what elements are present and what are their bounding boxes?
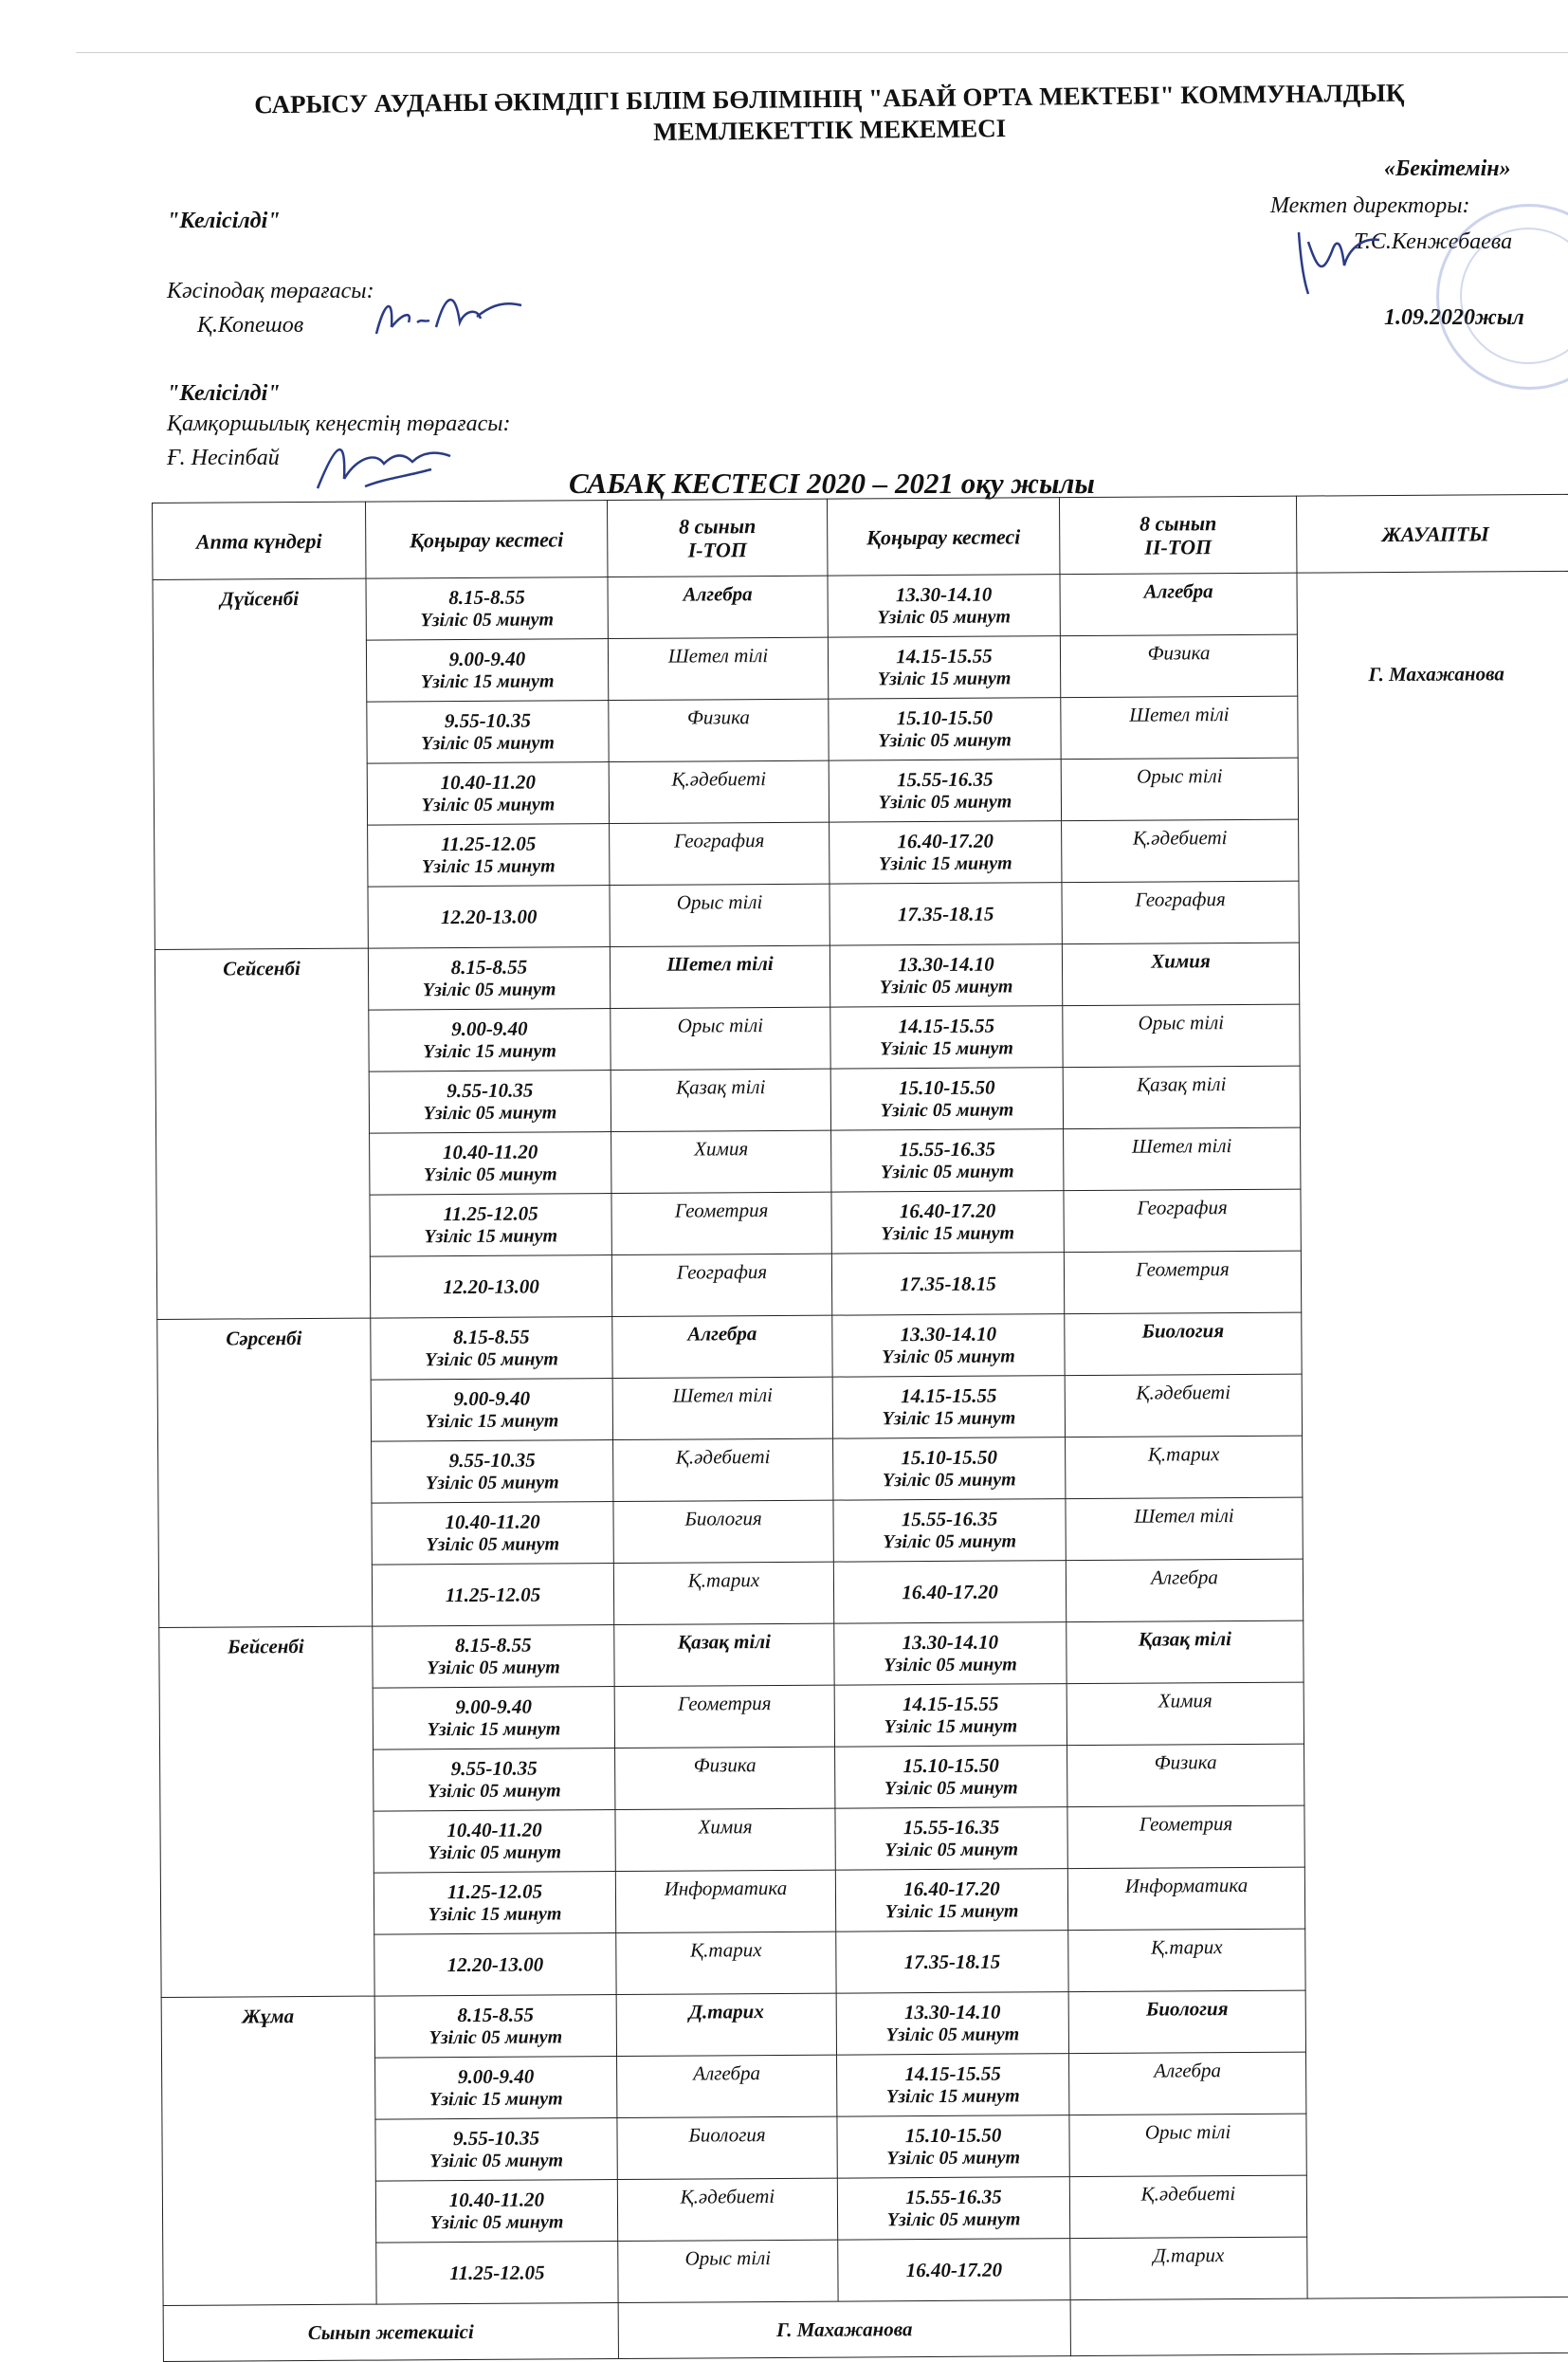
schedule-body xyxy=(153,571,1568,2361)
subject-group-1: Д.тарих xyxy=(616,1993,836,2056)
bell-time-group-2 xyxy=(832,1314,1065,1377)
bell-time-group-1 xyxy=(372,1502,613,1566)
lesson-time: 15.10-15.50 xyxy=(901,1445,997,1470)
day-name: Сейсенбі xyxy=(155,948,370,1319)
lesson-time: 15.55-16.35 xyxy=(903,1815,1000,1840)
lesson-time: 15.10-15.50 xyxy=(898,1075,995,1100)
lesson-time: 12.20-13.00 xyxy=(443,1274,539,1299)
bell-time-group-1 xyxy=(370,1194,611,1257)
lesson-time: 14.15-15.55 xyxy=(896,644,993,668)
lesson-time: 11.25-12.05 xyxy=(445,1583,541,1607)
lesson-time: 12.20-13.00 xyxy=(440,905,538,929)
subject-group-2: Физика xyxy=(1060,634,1297,698)
subject-group-2: Алгебра xyxy=(1060,573,1297,636)
subject-group-1: Қ.әдебиеті xyxy=(617,2178,837,2241)
lesson-time: 9.00-9.40 xyxy=(455,1694,533,1719)
board-chair-signature xyxy=(308,431,469,498)
break-duration: Үзіліс 15 минут xyxy=(877,668,1012,690)
break-duration: Үзіліс 15 минут xyxy=(421,855,556,878)
header-group-2-name: ІІ-ТОП xyxy=(1144,535,1212,559)
schedule-title: САБАҚ КЕСТЕСІ 2020 – 2021 оқу жылы xyxy=(569,467,1095,500)
header-group-1-class: 8 сынып xyxy=(678,514,757,539)
break-duration: Үзіліс 15 минут xyxy=(884,1715,1018,1738)
bell-time-group-2 xyxy=(836,1931,1068,1993)
header-group-1-name: І-ТОП xyxy=(687,538,748,562)
lesson-time: 15.55-16.35 xyxy=(901,1507,998,1531)
lesson-time: 9.55-10.35 xyxy=(450,1756,538,1781)
approve-label: «Бекітемін» xyxy=(1384,156,1511,181)
lesson-time: 15.55-16.35 xyxy=(896,767,994,792)
bell-time-group-2 xyxy=(837,2115,1069,2178)
subject-group-1: Химия xyxy=(611,1130,831,1193)
break-duration: Үзіліс 05 минут xyxy=(886,2208,1021,2231)
lesson-time: 13.30-14.10 xyxy=(900,1322,997,1346)
bell-time-group-2 xyxy=(838,2239,1070,2301)
bell-time-group-2 xyxy=(833,1437,1066,1500)
break-duration: Үзіліс 15 минут xyxy=(428,1903,562,1926)
bell-time-group-2 xyxy=(829,760,1061,822)
break-duration: Үзіліс 15 минут xyxy=(420,670,555,693)
bell-time-group-2 xyxy=(835,1746,1067,1808)
break-duration: Үзіліс 15 минут xyxy=(881,1222,1015,1245)
lesson-time: 9.00-9.40 xyxy=(448,647,526,671)
bell-time-group-2 xyxy=(835,1807,1067,1870)
subject-group-2: Қазақ тілі xyxy=(1063,1066,1300,1129)
director-role: Мектеп директоры: xyxy=(1270,193,1470,218)
board-chair-role: Қамқоршылық кеңестің төрағасы: xyxy=(167,412,511,436)
bell-time-group-1 xyxy=(373,1625,614,1689)
break-duration: Үзіліс 05 минут xyxy=(421,732,555,755)
union-chair-name: Қ.Копешов xyxy=(197,313,304,338)
bell-time-group-1 xyxy=(366,577,608,641)
subject-group-2: Орыс тілі xyxy=(1063,1004,1300,1068)
subject-group-2: Қ.әдебиеті xyxy=(1069,2175,1306,2239)
lesson-time: 17.35-18.15 xyxy=(900,1272,996,1296)
bell-time-group-1 xyxy=(368,824,610,888)
break-duration: Үзіліс 05 минут xyxy=(426,1533,560,1556)
subject-group-1: Шетел тілі xyxy=(608,637,828,700)
day-name: Дүйсенбі xyxy=(153,578,368,949)
header-bell-1: Қоңырау кестесі xyxy=(365,501,607,579)
lesson-time: 11.25-12.05 xyxy=(447,1879,543,1904)
bell-time-group-1 xyxy=(375,2118,617,2182)
lesson-time: 16.40-17.20 xyxy=(897,829,994,853)
subject-group-2: Қ.тарих xyxy=(1068,1929,1305,1992)
subject-group-1: Химия xyxy=(615,1808,835,1871)
header-day: Апта күндері xyxy=(153,502,366,579)
subject-group-2: Шетел тілі xyxy=(1061,696,1298,760)
bell-time-group-1 xyxy=(376,2242,618,2305)
bell-time-group-2 xyxy=(830,883,1062,945)
break-duration: Үзіліс 05 минут xyxy=(421,794,556,816)
subject-group-2: Химия xyxy=(1067,1682,1304,1746)
break-duration: Үзіліс 05 минут xyxy=(428,1841,562,1864)
bell-time-group-1 xyxy=(374,1933,616,1997)
lesson-time: 10.40-11.20 xyxy=(448,2188,545,2212)
subject-group-1: Алгебра xyxy=(612,1315,832,1378)
bell-time-group-2 xyxy=(832,1376,1065,1438)
break-duration: Үзіліс 15 минут xyxy=(425,1410,559,1433)
director-signature xyxy=(1289,223,1384,299)
break-duration: Үзіліс 15 минут xyxy=(878,852,1012,875)
bell-time-group-2 xyxy=(830,821,1062,884)
subject-group-1: Қазақ тілі xyxy=(614,1623,834,1686)
break-duration: Үзіліс 15 минут xyxy=(427,1718,561,1741)
director-name: Т.С.Кенжебаева xyxy=(1354,229,1513,254)
subject-group-2: Физика xyxy=(1067,1744,1304,1807)
table-row xyxy=(153,571,1568,641)
bell-time-group-1 xyxy=(366,639,608,703)
lesson-time: 17.35-18.15 xyxy=(897,902,994,926)
break-duration: Үзіліс 05 минут xyxy=(429,2211,564,2234)
bell-time-group-1 xyxy=(370,1132,611,1196)
subject-group-2: Химия xyxy=(1062,943,1299,1006)
day-name: Сәрсенбі xyxy=(157,1318,373,1627)
subject-group-2: Шетел тілі xyxy=(1064,1127,1301,1191)
bell-time-group-1 xyxy=(375,2057,617,2120)
subject-group-2: Қазақ тілі xyxy=(1067,1620,1304,1684)
lesson-time: 15.10-15.50 xyxy=(904,2123,1002,2148)
bell-time-group-1 xyxy=(367,701,609,764)
lesson-time: 10.40-11.20 xyxy=(447,1818,542,1842)
lesson-time: 13.30-14.10 xyxy=(903,2000,1001,2024)
subject-group-1: Физика xyxy=(609,699,829,761)
bell-time-group-2 xyxy=(830,1068,1063,1130)
bell-time-group-1 xyxy=(374,1749,615,1812)
lesson-time: 9.00-9.40 xyxy=(453,1386,531,1411)
bell-time-group-1 xyxy=(372,1564,613,1627)
break-duration: Үзіліс 05 минут xyxy=(886,2147,1021,2170)
bell-time-group-2 xyxy=(831,1129,1064,1192)
break-duration: Үзіліс 05 минут xyxy=(877,606,1012,629)
lesson-time: 11.25-12.05 xyxy=(443,1201,538,1226)
break-duration: Үзіліс 05 минут xyxy=(427,1780,561,1803)
bell-time-group-1 xyxy=(367,762,609,826)
bell-time-group-2 xyxy=(836,1992,1068,2055)
responsible-teacher: Г. Махажанова xyxy=(1297,571,1568,2298)
break-duration: Үзіліс 15 минут xyxy=(423,1040,556,1063)
break-duration: Үзіліс 05 минут xyxy=(883,1530,1017,1553)
bell-time-group-1 xyxy=(373,1687,614,1750)
header-group-2-class: 8 сынып xyxy=(1139,511,1217,536)
lesson-time: 12.20-13.00 xyxy=(447,1952,544,1977)
break-duration: Үзіліс 05 минут xyxy=(885,2023,1020,2046)
schedule-table xyxy=(152,494,1568,2362)
subject-group-2: Информатика xyxy=(1067,1867,1304,1931)
subject-group-1: Қазақ тілі xyxy=(611,1069,830,1131)
subject-group-1: Қ.тарих xyxy=(613,1562,833,1624)
approval-date: 1.09.2020жыл xyxy=(1384,305,1524,330)
bell-time-group-2 xyxy=(833,1561,1066,1623)
bell-time-group-2 xyxy=(828,636,1060,699)
bell-time-group-1 xyxy=(368,886,610,949)
break-duration: Үзіліс 05 минут xyxy=(423,1163,557,1186)
subject-group-1: География xyxy=(610,822,830,885)
subject-group-1: Алгебра xyxy=(617,2055,837,2117)
bell-time-group-2 xyxy=(834,1684,1067,1747)
subject-group-2: Биология xyxy=(1065,1312,1302,1376)
subject-group-1: Геометрия xyxy=(611,1192,831,1254)
break-duration: Үзіліс 05 минут xyxy=(428,2026,563,2049)
bell-time-group-1 xyxy=(369,1009,611,1072)
lesson-time: 16.40-17.20 xyxy=(899,1199,996,1223)
bell-time-group-1 xyxy=(375,2180,617,2243)
subject-group-1: Геометрия xyxy=(614,1685,834,1748)
lesson-time: 11.25-12.05 xyxy=(449,2261,545,2285)
lesson-time: 14.15-15.55 xyxy=(898,1014,995,1038)
agreed-label-1: "Келісілді" xyxy=(167,209,281,233)
break-duration: Үзіліс 15 минут xyxy=(424,1225,558,1248)
lesson-time: 13.30-14.10 xyxy=(895,582,993,607)
lesson-time: 9.55-10.35 xyxy=(444,708,531,733)
day-name: Жұма xyxy=(161,1996,376,2305)
break-duration: Үзіліс 05 минут xyxy=(422,979,556,1001)
break-duration: Үзіліс 05 минут xyxy=(878,729,1012,752)
lesson-time: 16.40-17.20 xyxy=(905,2258,1003,2282)
subject-group-2: Биология xyxy=(1068,1990,1305,2054)
lesson-time: 9.55-10.35 xyxy=(447,1078,534,1103)
subject-group-1: Қ.әдебиеті xyxy=(609,760,829,823)
subject-group-2: Қ.әдебиеті xyxy=(1065,1374,1302,1437)
lesson-time: 11.25-12.05 xyxy=(440,832,537,856)
lesson-time: 10.40-11.20 xyxy=(445,1510,540,1534)
break-duration: Үзіліс 05 минут xyxy=(878,791,1012,814)
lesson-time: 10.40-11.20 xyxy=(440,770,537,795)
subject-group-2: Д.тарих xyxy=(1070,2237,1307,2300)
break-duration: Үзіліс 15 минут xyxy=(885,2085,1020,2108)
subject-group-2: Орыс тілі xyxy=(1061,758,1298,821)
subject-group-1: География xyxy=(611,1254,831,1316)
break-duration: Үзіліс 05 минут xyxy=(423,1102,557,1125)
subject-group-2: Орыс тілі xyxy=(1069,2114,1306,2177)
lesson-time: 14.15-15.55 xyxy=(904,2061,1001,2086)
subject-group-1: Орыс тілі xyxy=(610,884,830,946)
lesson-time: 13.30-14.10 xyxy=(902,1630,999,1655)
subject-group-1: Биология xyxy=(617,2116,837,2179)
bell-time-group-1 xyxy=(370,1255,611,1319)
lesson-time: 8.15-8.55 xyxy=(455,1633,532,1657)
bell-time-group-2 xyxy=(829,698,1061,760)
subject-group-2: Қ.әдебиеті xyxy=(1062,819,1299,883)
break-duration: Үзіліс 15 минут xyxy=(880,1037,1013,1060)
bell-time-group-1 xyxy=(368,947,610,1011)
break-duration: Үзіліс 05 минут xyxy=(882,1346,1015,1368)
break-duration: Үзіліс 05 минут xyxy=(880,1099,1014,1122)
agreed-label-2: "Келісілді" xyxy=(167,381,281,406)
subject-group-2: Қ.тарих xyxy=(1066,1436,1303,1499)
break-duration: Үзіліс 05 минут xyxy=(884,1777,1018,1800)
break-duration: Үзіліс 05 минут xyxy=(880,1161,1014,1183)
lesson-time: 10.40-11.20 xyxy=(442,1140,538,1164)
subject-group-1: Информатика xyxy=(615,1870,835,1932)
break-duration: Үзіліс 05 минут xyxy=(429,2150,564,2172)
bell-time-group-1 xyxy=(374,1810,615,1874)
subject-group-1: Орыс тілі xyxy=(618,2240,838,2302)
break-duration: Үзіліс 05 минут xyxy=(420,609,555,632)
break-duration: Үзіліс 05 минут xyxy=(427,1657,560,1679)
subject-group-1: Орыс тілі xyxy=(611,1007,830,1070)
lesson-time: 16.40-17.20 xyxy=(902,1580,998,1604)
lesson-time: 8.15-8.55 xyxy=(450,955,528,980)
header-group-1 xyxy=(607,499,827,577)
break-duration: Үзіліс 05 минут xyxy=(884,1654,1017,1676)
bell-time-group-2 xyxy=(830,1006,1063,1069)
break-duration: Үзіліс 15 минут xyxy=(882,1407,1016,1430)
bell-time-group-1 xyxy=(371,1379,612,1442)
bell-time-group-2 xyxy=(837,2054,1069,2116)
lesson-time: 15.10-15.50 xyxy=(903,1753,999,1778)
organization-line-1: САРЫСУ АУДАНЫ ӘКІМДІГІ БІЛІМ БӨЛІМІНІҢ "АБАЙ ОРТА МЕКТЕБІ" КОММУНАЛДЫҚ xyxy=(254,78,1405,119)
bell-time-group-1 xyxy=(374,1872,615,1935)
lesson-time: 8.15-8.55 xyxy=(453,1325,530,1349)
lesson-time: 8.15-8.55 xyxy=(448,585,525,610)
break-duration: Үзіліс 05 минут xyxy=(882,1469,1016,1492)
subject-group-1: Алгебра xyxy=(608,576,828,638)
header-group-2 xyxy=(1059,496,1296,575)
subject-group-2: География xyxy=(1062,881,1299,944)
bell-time-group-1 xyxy=(372,1440,613,1504)
break-duration: Үзіліс 05 минут xyxy=(879,976,1013,998)
subject-group-1: Шетел тілі xyxy=(612,1377,832,1439)
subject-group-2: Алгебра xyxy=(1066,1559,1303,1622)
lesson-time: 15.10-15.50 xyxy=(896,705,994,730)
scan-edge-line xyxy=(76,52,1568,53)
lesson-time: 9.55-10.35 xyxy=(448,1448,536,1473)
table-header-row xyxy=(153,494,1568,579)
bell-time-group-2 xyxy=(834,1622,1067,1685)
break-duration: Үзіліс 15 минут xyxy=(428,2088,563,2111)
header-responsible: ЖАУАПТЫ xyxy=(1296,494,1568,573)
lesson-time: 16.40-17.20 xyxy=(903,1877,1000,1901)
organization-header xyxy=(142,76,1518,153)
subject-group-1: Биология xyxy=(613,1500,833,1563)
lesson-time: 14.15-15.55 xyxy=(902,1692,999,1716)
class-teacher-label: Сынып жетекшісі xyxy=(163,2303,618,2362)
lesson-time: 9.00-9.40 xyxy=(457,2064,535,2089)
bell-time-group-2 xyxy=(837,2177,1069,2240)
bell-time-group-1 xyxy=(371,1317,612,1381)
lesson-time: 9.55-10.35 xyxy=(452,2126,540,2151)
subject-group-2: Геометрия xyxy=(1067,1805,1304,1869)
day-name: Бейсенбі xyxy=(159,1626,374,1997)
footer-empty xyxy=(1070,2297,1568,2355)
subject-group-2: Геометрия xyxy=(1064,1251,1301,1314)
subject-group-1: Қ.тарих xyxy=(616,1932,836,1994)
subject-group-1: Шетел тілі xyxy=(610,945,830,1008)
bell-time-group-1 xyxy=(369,1071,611,1134)
header-bell-2: Қоңырау кестесі xyxy=(827,498,1059,576)
break-duration: Үзіліс 15 минут xyxy=(884,1900,1019,1923)
break-duration: Үзіліс 05 минут xyxy=(884,1839,1019,1861)
lesson-time: 9.00-9.40 xyxy=(451,1016,528,1041)
lesson-time: 13.30-14.10 xyxy=(898,952,994,977)
bell-time-group-2 xyxy=(828,575,1060,637)
organization-line-2: МЕМЛЕКЕТТІК МЕКЕМЕСІ xyxy=(652,114,1007,146)
footer-row xyxy=(163,2297,1568,2361)
bell-time-group-2 xyxy=(831,1191,1064,1254)
union-chair-signature xyxy=(365,284,526,351)
subject-group-2: Шетел тілі xyxy=(1066,1497,1303,1561)
bell-time-group-1 xyxy=(374,1995,616,2059)
bell-time-group-2 xyxy=(833,1499,1066,1562)
bell-time-group-2 xyxy=(831,1253,1064,1315)
bell-time-group-2 xyxy=(830,944,1062,1007)
bell-time-group-2 xyxy=(835,1869,1067,1932)
lesson-time: 14.15-15.55 xyxy=(900,1383,997,1408)
board-chair-name: Ғ. Несіпбай xyxy=(167,446,280,470)
lesson-time: 17.35-18.15 xyxy=(903,1950,1001,1974)
subject-group-1: Физика xyxy=(615,1747,835,1809)
lesson-time: 15.55-16.35 xyxy=(899,1137,996,1162)
subject-group-1: Қ.әдебиеті xyxy=(613,1438,833,1501)
break-duration: Үзіліс 05 минут xyxy=(425,1348,558,1371)
union-chair-role: Кәсіподақ төрағасы: xyxy=(167,279,374,303)
subject-group-2: Алгебра xyxy=(1069,2052,1306,2115)
lesson-time: 8.15-8.55 xyxy=(457,2003,535,2027)
break-duration: Үзіліс 05 минут xyxy=(425,1472,559,1494)
subject-group-2: География xyxy=(1064,1189,1301,1253)
lesson-time: 15.55-16.35 xyxy=(905,2185,1002,2209)
class-teacher-name: Г. Махажанова xyxy=(618,2300,1070,2359)
